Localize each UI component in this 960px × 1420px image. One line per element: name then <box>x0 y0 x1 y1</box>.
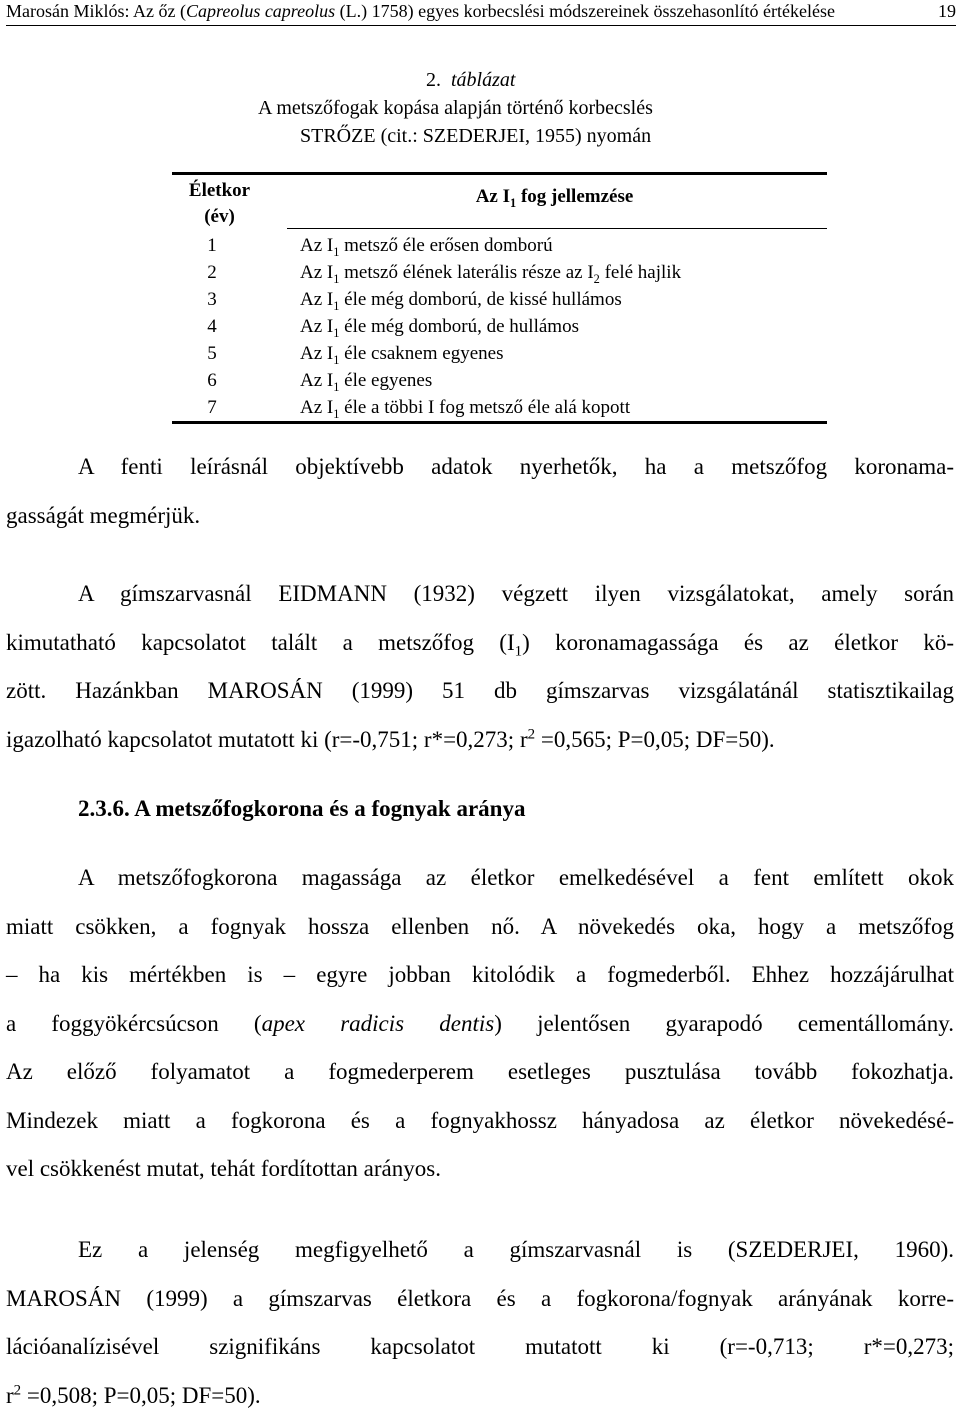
table-row: 4 Az $I_1$ éle még domború, de hullámos <box>207 316 579 340</box>
table-top-rule <box>172 172 827 175</box>
table-row: 7 Az $I_1$ éle a többi I fog metsző éle alá kopott <box>207 397 631 421</box>
column-header-description: Az $I_1$ fog jellemzése <box>475 186 634 210</box>
paragraph-3: A metszőfogkorona magassága az életkor emelkedésével a fent említett okok miatt csökken, a fognyak hossza ellenben nő. A növekedés oka, hogy a metszőfog – ha kis mértékben is – egyre jobban kitolódik a fogmederből. Ehhez hozzájárulhat a foggyökércsúcson (apex radicis dentis) jelentősen gyarapodó cementállomány. Az előző folyamatot a fogmederperem esetleges pusztulása tovább fokozhatja. Mindezek miatt a fogkorona és a fognyakhossz hányadosa az életkor növekedésé- vel csökkenést mutat, tehát fordítottan arányos. <box>6 865 955 1181</box>
table-row: 3 Az $I_1$ éle még domború, de kissé hullámos <box>207 289 622 313</box>
table-row: 1 Az $I_1$ metsző éle erősen domború <box>207 235 553 259</box>
table-title: A metszőfogak kopása alapján történő korbecslés <box>258 97 653 119</box>
table-row: 5 Az $I_1$ éle csaknem egyenes <box>207 343 504 367</box>
table-row: 6 Az $I_1$ éle egyenes <box>207 370 433 394</box>
table-number: 2. táblázat <box>426 69 516 91</box>
paragraph-2: A gímszarvasnál EIDMANN (1932) végzett ilyen vizsgálatokat, amely során kimutatható kapcsolatot talált a metszőfog $(I_1)$ koronamagassága és az életkor kö- zött. Hazánkban MAROSÁN (1999) 51 db gímszarvas vizsgálatánál statisztikailag igazolható kapcsolatot mutatott ki (r=-0,751; r*=0,273; $r^2 =0,565$; P=0,05; DF=50). <box>6 581 954 752</box>
running-header <box>6 0 956 26</box>
section-heading: 2.3.6. A metszőfogkorona és a fognyak aránya <box>78 796 526 821</box>
header-text: Marosán Miklós: Az őz (Capreolus capreolus (L.) 1758) egyes korbecslési módszereinek összehasonlító értékelése <box>6 1 835 21</box>
table-bottom-rule <box>172 421 827 424</box>
column-header-age: Életkor (év) <box>188 180 251 227</box>
table-header-rule <box>287 228 827 229</box>
paragraph-1: A fenti leírásnál objektívebb adatok nyerhetők, ha a metszőfog koronama- gasságát megmérjük. <box>6 454 954 528</box>
paragraph-4: Ez a jelenség megfigyelhető a gímszarvasnál is (SZEDERJEI, 1960). MAROSÁN (1999) a gímszarvas életkora és a fogkorona/fognyak arányának korre- lációanalízisével szignifikáns kapcsolatot mutatott ki (r=-0,713; r*=0,273; $r^2 =0,508$; P=0,05; DF=50). <box>6 1237 954 1408</box>
table-source: STRŐZE (cit.: SZEDERJEI, 1955) nyomán <box>300 125 652 147</box>
page-number: 19 <box>938 1 956 21</box>
table-row: 2 Az $I_1$ metsző élének laterális része az $I_2$ felé hajlik <box>207 262 682 286</box>
